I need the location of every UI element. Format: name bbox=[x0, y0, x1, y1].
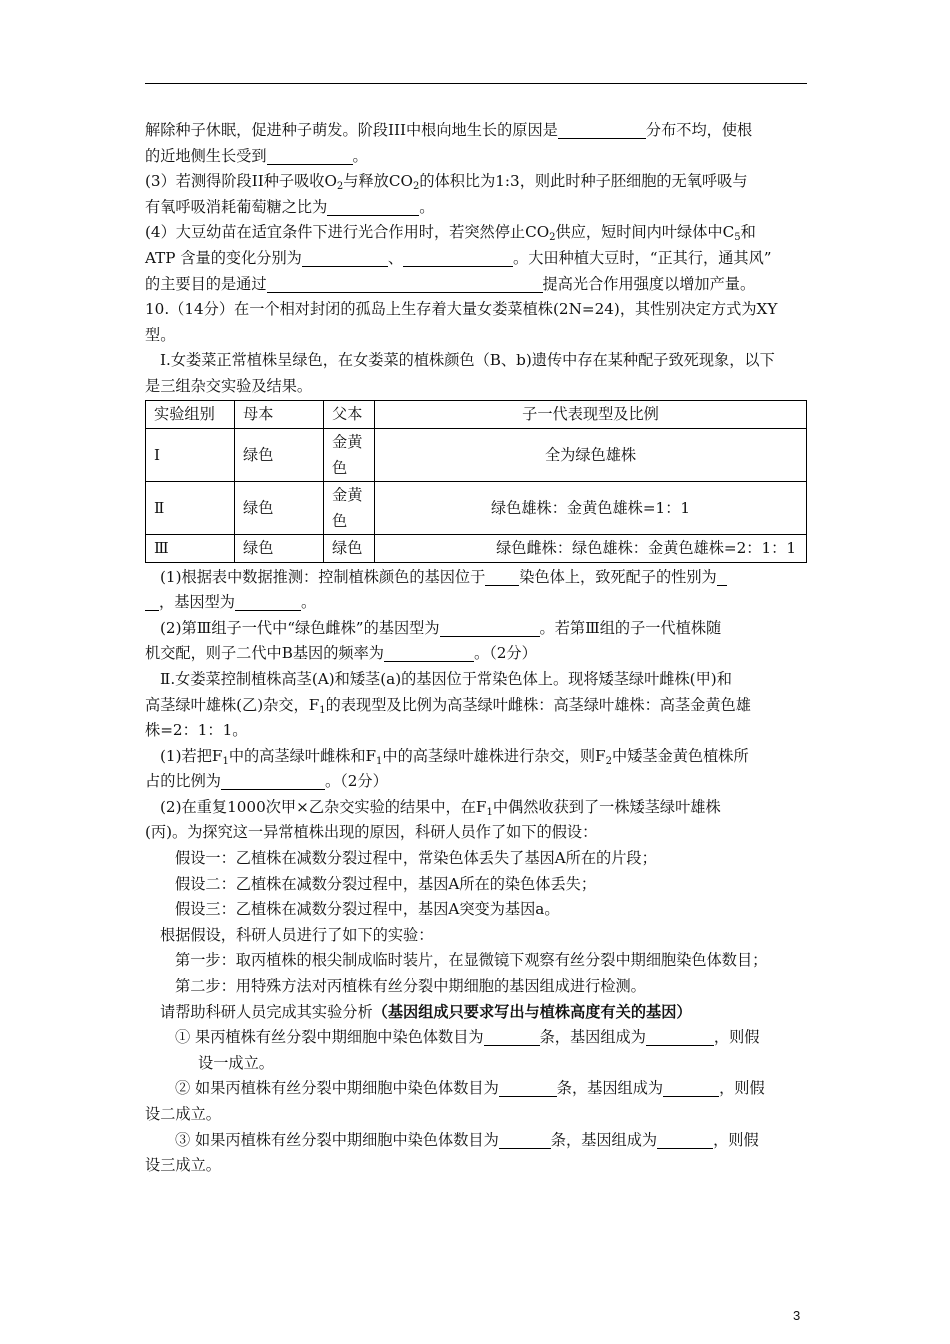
text-line: 有氧呼吸消耗葡萄糖之比为 。 bbox=[145, 197, 435, 216]
analysis-item-1: ① 果丙植株有丝分裂中期细胞中染色体数目为 条，基因组成为 ，则假 设一成立。 bbox=[175, 1028, 760, 1072]
answer-blank[interactable] bbox=[646, 1028, 714, 1046]
answer-blank[interactable] bbox=[484, 1028, 540, 1046]
answer-blank[interactable] bbox=[235, 593, 301, 611]
table-row bbox=[146, 534, 807, 562]
text-line: 株=2：1：1。 bbox=[145, 721, 248, 740]
answer-blank[interactable] bbox=[327, 198, 419, 216]
hypothesis-3: 假设三：乙植株在减数分裂过程中，基因A突变为基因a。 bbox=[175, 900, 560, 919]
analysis-item-3: ③ 如果丙植株有丝分裂中期细胞中染色体数目为 条，基因组成为 ，则假 bbox=[175, 1130, 759, 1149]
text-line: 的近地侧生长受到 。 bbox=[145, 146, 368, 165]
table-cell: 绿色雌株：绿色雄株：金黄色雄株=2：1：1 bbox=[375, 534, 807, 562]
experiment-step-1: 第一步：取丙植株的根尖制成临时装片，在显微镜下观察有丝分裂中期细胞染色体数目； bbox=[175, 951, 768, 970]
answer-blank[interactable] bbox=[403, 249, 513, 267]
table-header-cell: 子一代表现型及比例 bbox=[375, 400, 807, 428]
text-line: 占的比例为 。（2分） bbox=[145, 772, 388, 791]
text-line: (2)在重复1000次甲×乙杂交实验的结果中，在$F_1$中偶然收获到了一株矮茎绿叶雄株 bbox=[160, 797, 721, 818]
document-body bbox=[145, 118, 807, 1179]
text-line: 的主要目的是通过 提高光合作用强度以增加产量。 bbox=[145, 274, 756, 293]
text-line: 机交配，则子二代中B基因的频率为 。（2分） bbox=[145, 644, 537, 663]
answer-blank[interactable] bbox=[267, 275, 543, 293]
text-line: (3）若测得阶段II种子吸收$O_2$与释放$CO_2$的体积比为1:3，则此时种子胚细胞的无氧呼吸与 bbox=[145, 172, 748, 193]
text-line: (2)第Ⅲ组子一代中“绿色雌株”的基因型为 。若第Ⅲ组的子一代植株随 bbox=[160, 618, 722, 637]
question-10-title: 10.（14分）在一个相对封闭的孤岛上生存着大量女娄菜植株(2N=24)，其性别决定方式为XY bbox=[145, 300, 778, 319]
table-cell: 绿色雄株：金黄色雄株=1：1 bbox=[375, 481, 807, 534]
answer-blank[interactable] bbox=[499, 1131, 551, 1149]
text-line: 设三成立。 bbox=[145, 1156, 221, 1175]
answer-blank[interactable] bbox=[657, 1131, 713, 1149]
table-cell: 绿色 bbox=[324, 534, 375, 562]
answer-blank[interactable] bbox=[485, 568, 519, 586]
analysis-item-2: ② 如果丙植株有丝分裂中期细胞中染色体数目为 条，基因组成为 ，则假 bbox=[175, 1079, 765, 1098]
table-header-cell: 实验组别 bbox=[146, 400, 235, 428]
text-line: ATP 含量的变化分别为 、 。大田种植大豆时，“正其行，通其风” bbox=[145, 248, 772, 267]
table-header-row bbox=[146, 400, 807, 428]
answer-blank[interactable] bbox=[440, 619, 540, 637]
answer-blank[interactable] bbox=[302, 249, 388, 267]
answer-blank[interactable] bbox=[267, 147, 353, 165]
table-row bbox=[146, 481, 807, 534]
table-cell: 金黄色 bbox=[324, 428, 375, 481]
text-line: (丙)。为探究这一异常植株出现的原因，科研人员作了如下的假设： bbox=[145, 823, 598, 842]
answer-blank[interactable] bbox=[663, 1079, 719, 1097]
text-line: 请帮助科研人员完成其实验分析（基因组成只要求写出与植株高度有关的基因） bbox=[160, 1002, 692, 1021]
answer-blank[interactable] bbox=[145, 593, 159, 611]
text-line: 解除种子休眠，促进种子萌发。阶段III中根向地生长的原因是 分布不均，使根 bbox=[145, 121, 753, 139]
experiment-step-2: 第二步：用特殊方法对丙植株有丝分裂中期细胞的基因组成进行检测。 bbox=[175, 977, 646, 996]
table-header-cell: 母本 bbox=[235, 400, 324, 428]
table-cell: 绿色 bbox=[235, 534, 324, 562]
table-cell: 绿色 bbox=[235, 428, 324, 481]
answer-blank[interactable] bbox=[221, 772, 325, 790]
text-line: 型。 bbox=[145, 325, 176, 344]
hypothesis-2: 假设二：乙植株在减数分裂过程中，基因A所在的染色体丢失； bbox=[175, 874, 597, 893]
table-cell: 全为绿色雄株 bbox=[375, 428, 807, 481]
text-line: 设二成立。 bbox=[145, 1105, 221, 1123]
table-cell: 绿色 bbox=[235, 481, 324, 534]
table-cell: Ⅰ bbox=[146, 428, 235, 481]
text-line: 根据假设，科研人员进行了如下的实验： bbox=[160, 925, 434, 944]
text-line: (4）大豆幼苗在适宜条件下进行光合作用时，若突然停止$CO_2$供应，短时间内叶绿体中$C_5$和 bbox=[145, 223, 756, 244]
text-line: 是三组杂交实验及结果。 bbox=[145, 376, 313, 395]
cross-results-table bbox=[145, 400, 807, 563]
answer-blank[interactable] bbox=[499, 1079, 557, 1097]
text-line: (1)根据表中数据推测：控制植株颜色的基因位于 染色体上，致死配子的性别为 bbox=[145, 565, 807, 591]
section-2-intro: Ⅱ.女娄菜控制植株高茎(A)和矮茎(a)的基因位于常染色体上。现将矮茎绿叶雌株(甲)和 bbox=[160, 669, 732, 688]
text-line: 高茎绿叶雄株(乙)杂交，$F_1$的表现型及比例为高茎绿叶雌株：高茎绿叶雄株：高茎金黄色雄 bbox=[145, 695, 751, 716]
table-row bbox=[146, 428, 807, 481]
text-line: ，基因型为 。 bbox=[145, 590, 807, 616]
section-1-intro: Ⅰ.女娄菜正常植株呈绿色，在女娄菜的植株颜色（B、b)遗传中存在某种配子致死现象，以下 bbox=[160, 351, 775, 370]
table-header-cell: 父本 bbox=[324, 400, 375, 428]
table-cell: Ⅲ bbox=[146, 534, 235, 562]
page-number: 3 bbox=[793, 1308, 801, 1323]
table-cell: 金黄色 bbox=[324, 481, 375, 534]
answer-blank[interactable] bbox=[558, 121, 646, 139]
answer-blank[interactable] bbox=[384, 644, 474, 662]
hypothesis-1: 假设一：乙植株在减数分裂过程中，常染色体丢失了基因A所在的片段； bbox=[175, 849, 657, 868]
header-rule bbox=[145, 83, 807, 84]
table-cell: Ⅱ bbox=[146, 481, 235, 534]
answer-blank[interactable] bbox=[717, 568, 727, 586]
text-line: (1)若把$F_1$中的高茎绿叶雌株和$F_1$中的高茎绿叶雄株进行杂交，则$F_2$中矮茎金黄色植株所 bbox=[160, 746, 749, 767]
